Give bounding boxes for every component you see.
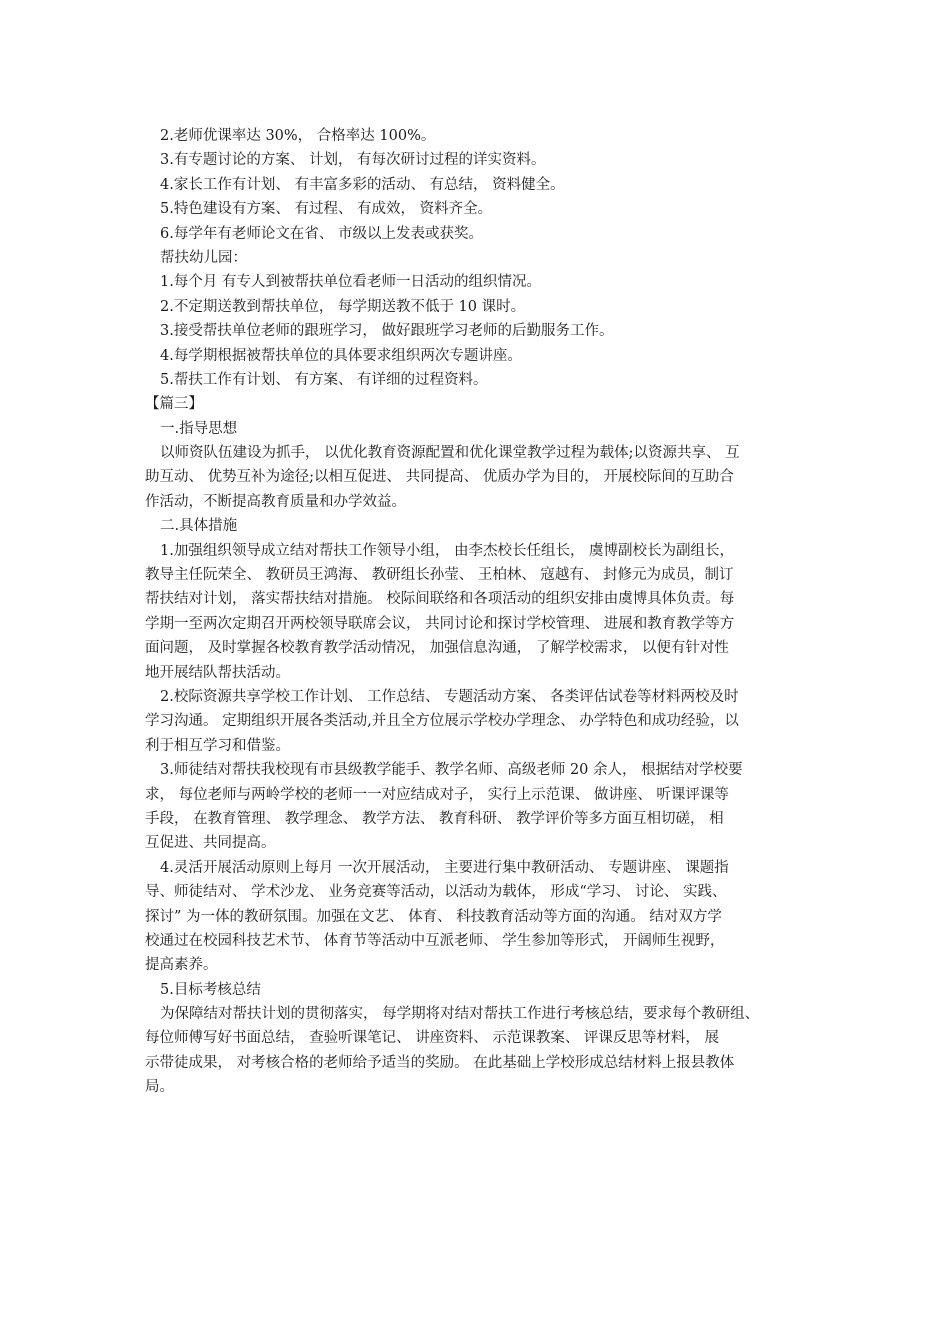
text-line: 1.每个月 有专人到被帮扶单位看老师一日活动的组织情况。 xyxy=(160,274,541,291)
text-line: 2.不定期送教到帮扶单位， 每学期送教不低于 10 课时。 xyxy=(160,298,526,315)
text-line: 互促进、共同提高。 xyxy=(145,835,276,852)
text-line: 每位师傅写好书面总结， 查验听课笔记、 讲座资料、 示范课教案、 评课反思等材料， 展 xyxy=(145,1030,720,1047)
text-line: 手段， 在教育管理、 教学理念、 教学方法、 教育科研、 教学评价等多方面互相切磋， 相 xyxy=(145,810,724,827)
text-line: 帮扶幼儿园： xyxy=(160,249,247,266)
text-line: 地开展结队帮扶活动。 xyxy=(145,664,290,681)
text-line: 局。 xyxy=(145,1079,174,1096)
document-body xyxy=(145,124,817,1100)
text-line: 教导主任阮荣全、 教研员王鸿海、 教研组长孙莹、 王柏林、 寇越有、 封修元为成员，制订 xyxy=(145,567,734,584)
text-line: 导、师徒结对、 学术沙龙、 业务竞赛等活动，以活动为载体， 形成“学习、 讨论、 实践、 xyxy=(145,884,727,901)
text-line: 为保障结对帮扶计划的贯彻落实， 每学期将对结对帮扶工作进行考核总结，要求每个教研组、 xyxy=(160,1006,760,1023)
text-line: 4.灵活开展活动原则上每月 一次开展活动， 主要进行集中教研活动、 专题讲座、 课题指 xyxy=(160,859,729,876)
text-line: 学习沟通。 定期组织开展各类活动,并且全方位展示学校办学理念、 办学特色和成功经验，以 xyxy=(145,713,739,730)
text-line: 探讨” 为一体的教研氛围。加强在文艺、 体育、 科技教育活动等方面的沟通。 结对双方学 xyxy=(145,908,722,925)
text-line: 助互动、 优势互补为途径;以相互促进、 共同提高、 优质办学为目的， 开展校际间的互助合 xyxy=(145,469,734,486)
text-line: 3.接受帮扶单位老师的跟班学习， 做好跟班学习老师的后勤服务工作。 xyxy=(160,323,614,340)
text-line: 提高素养。 xyxy=(145,957,218,974)
text-line: 面问题， 及时掌握各校教育教学活动情况， 加强信息沟通， 了解学校需求， 以便有针对性 xyxy=(145,640,729,657)
text-line: 以师资队伍建设为抓手， 以优化教育资源配置和优化课堂教学过程为载体;以资源共享、 互 xyxy=(160,445,740,462)
text-line: 【篇三】 xyxy=(145,396,203,413)
text-line: 3.有专题讨论的方案、 计划， 有每次研讨过程的详实资料。 xyxy=(160,152,546,169)
text-line: 2.老师优课率达 30%， 合格率达 100%。 xyxy=(160,128,436,144)
text-line: 利于相互学习和借鉴。 xyxy=(145,737,290,754)
text-line: 3.师徒结对帮扶我校现有市县级教学能手、教学名师、高级老师 20 余人， 根据结对学校要 xyxy=(160,762,743,779)
text-line: 帮扶结对计划， 落实帮扶结对措施。 校际间联络和各项活动的组织安排由虞博具体负责。每 xyxy=(145,591,735,608)
text-line: 示带徒成果， 对考核合格的老师给予适当的奖励。 在此基础上学校形成总结材料上报县教体 xyxy=(145,1054,735,1071)
text-line: 学期一至两次定期召开两校领导联席会议， 共同讨论和探讨学校管理、 进展和教育教学等方 xyxy=(145,615,735,632)
text-line: 校通过在校园科技艺术节、 体育节等活动中互派老师、 学生参加等形式， 开阔师生视野， xyxy=(145,932,725,949)
text-line: 求， 每位老师与两岭学校的老师一一对应结成对子， 实行上示范课、 做讲座、 听课评课等 xyxy=(145,786,729,803)
text-line: 作活动，不断提高教育质量和办学效益。 xyxy=(145,493,406,510)
text-line: 4.每学期根据被帮扶单位的具体要求组织两次专题讲座。 xyxy=(160,347,522,364)
text-line: 一.指导思想 xyxy=(160,420,238,437)
text-line: 5.特色建设有方案、 有过程、 有成效， 资料齐全。 xyxy=(160,201,493,218)
text-line: 2.校际资源共享学校工作计划、 工作总结、 专题活动方案、 各类评估试卷等材料两校及时 xyxy=(160,688,739,705)
text-line: 5.帮扶工作有计划、 有方案、 有详细的过程资料。 xyxy=(160,371,488,388)
text-line: 1.加强组织领导成立结对帮扶工作领导小组， 由李杰校长任组长， 虞博副校长为副组长， xyxy=(160,542,735,559)
text-line: 5.目标考核总结 xyxy=(160,981,261,998)
text-line: 4.家长工作有计划、 有丰富多彩的活动、 有总结， 资料健全。 xyxy=(160,176,565,193)
text-line: 二.具体措施 xyxy=(160,518,238,535)
text-line: 6.每学年有老师论文在省、 市级以上发表或获奖。 xyxy=(160,225,483,242)
